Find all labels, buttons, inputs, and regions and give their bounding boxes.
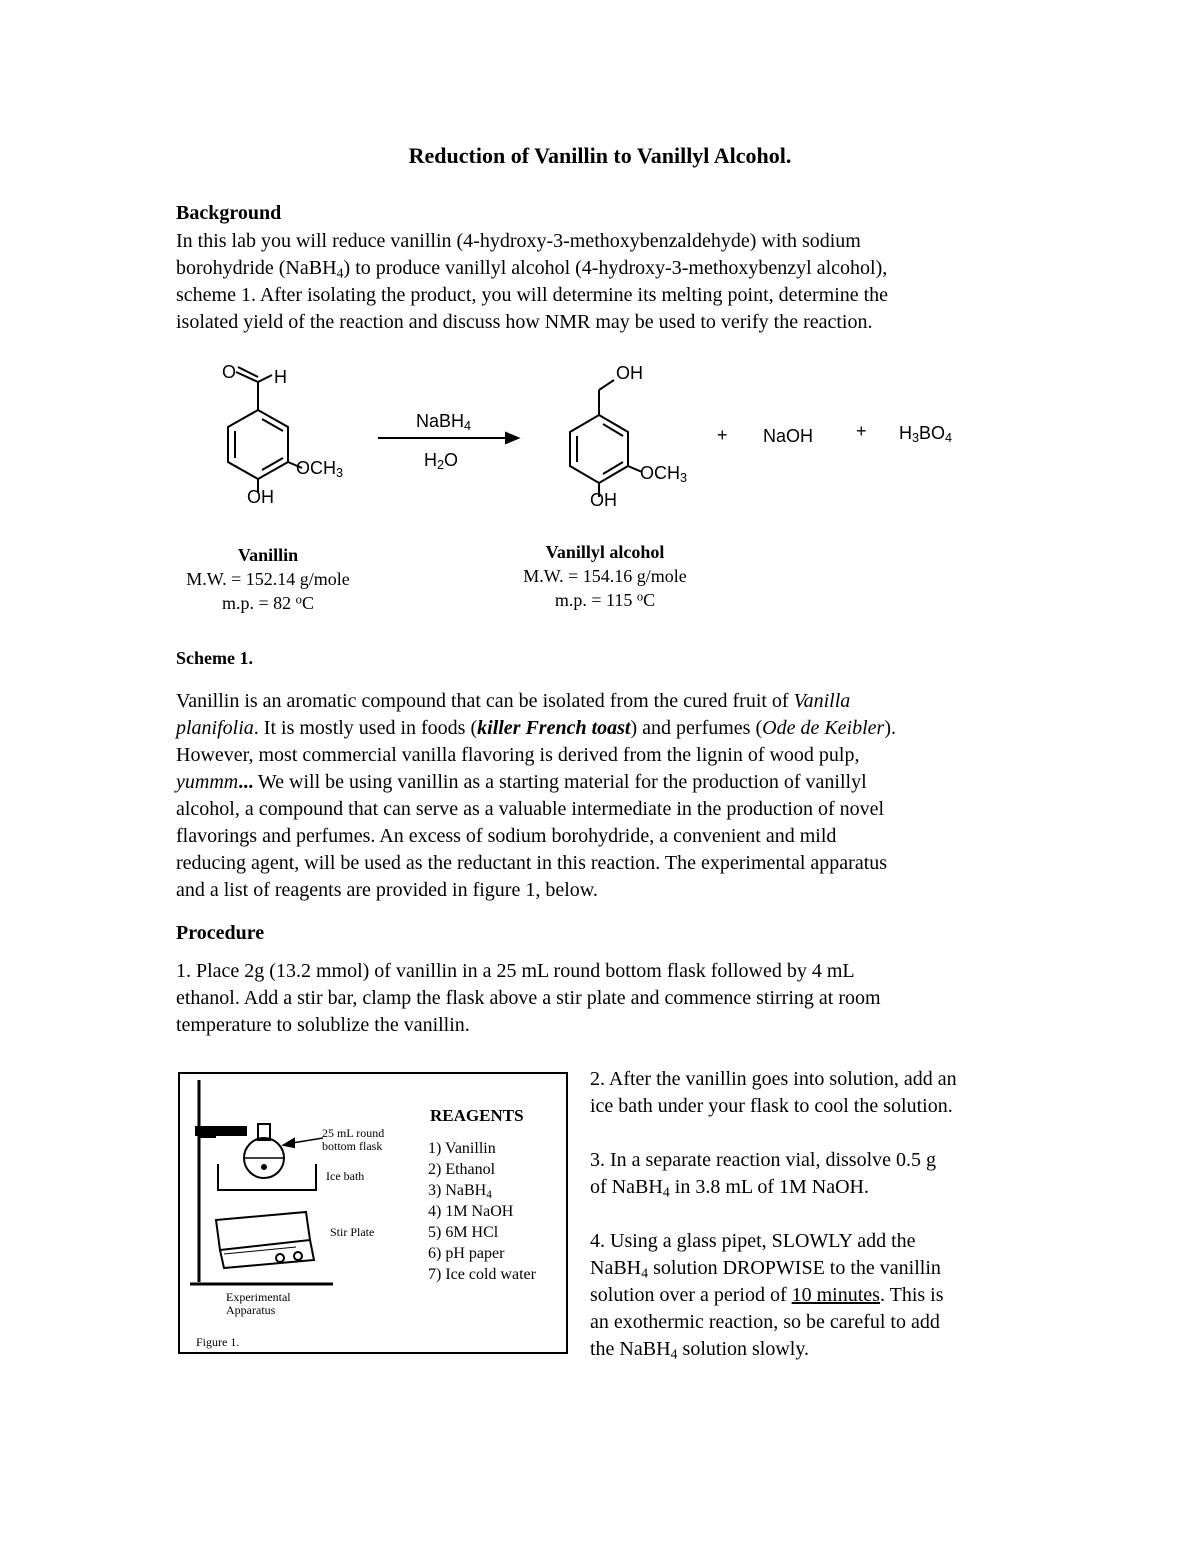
vanillin-OH-label: OH bbox=[247, 487, 274, 507]
figure-caption: Figure 1. bbox=[196, 1335, 240, 1349]
page-title: Reduction of Vanillin to Vanillyl Alcohol. bbox=[408, 143, 792, 168]
step-line: 3. In a separate reaction vial, dissolve 0.5 g bbox=[590, 1149, 936, 1171]
vanillin-structure bbox=[228, 367, 302, 493]
flask-label-line: bottom flask bbox=[322, 1139, 383, 1153]
intro-line: alcohol, a compound that can serve as a valuable intermediate in the production of novel bbox=[176, 798, 885, 820]
alcohol-mw: M.W. = 154.16 g/mole bbox=[523, 566, 687, 586]
reagent-item: 2) Ethanol bbox=[428, 1161, 496, 1178]
reagents-heading: REAGENTS bbox=[430, 1106, 524, 1125]
step-line: of NaBH$_4$ in 3.8 mL of 1M NaOH. bbox=[590, 1176, 870, 1201]
byproduct-H3BO3: $H_3BO_4$ bbox=[899, 423, 953, 446]
vanillin-OCH3-label: $OCH_3$ bbox=[296, 458, 344, 481]
reagent-item: 4) 1M NaOH bbox=[428, 1203, 514, 1220]
vanillin-name: Vanillin bbox=[237, 545, 299, 565]
plus-sign: + bbox=[856, 421, 867, 441]
intro-line: reducing agent, will be used as the reductant in this reaction. The experimental apparatus bbox=[176, 852, 888, 874]
vanillin-mw: M.W. = 152.14 g/mole bbox=[186, 569, 350, 589]
step-line: 1. Place 2g (13.2 mmol) of vanillin in a 25 mL round bottom flask followed by 4 mL bbox=[176, 960, 855, 982]
alcohol-info bbox=[500, 540, 710, 612]
intro-paragraph bbox=[176, 688, 1076, 904]
step-line: temperature to solublize the vanillin. bbox=[176, 1014, 470, 1036]
step-line: the NaBH$_4$ solution slowly. bbox=[590, 1338, 810, 1363]
alcohol-name: Vanillyl alcohol bbox=[545, 542, 665, 562]
apparatus-label bbox=[226, 1291, 291, 1317]
intro-line: However, most commercial vanilla flavoring is derived from the lignin of wood pulp, bbox=[176, 744, 860, 766]
background-line: borohydride (NaBH$_4$) to produce vanillyl alcohol (4-hydroxy-3-methoxybenzyl alcohol), bbox=[176, 257, 888, 282]
flask-label-line: 25 mL round bbox=[322, 1126, 385, 1140]
vanillin-O-label: O bbox=[222, 362, 237, 382]
reagents-list bbox=[428, 1138, 536, 1285]
alcohol-ring bbox=[570, 415, 628, 483]
intro-line: Vanillin is an aromatic compound that can be isolated from the cured fruit of Vanilla bbox=[176, 690, 851, 712]
reagent-item: 3) NaBH$_4$ bbox=[428, 1182, 492, 1201]
procedure-step-1 bbox=[176, 958, 1076, 1039]
background-paragraph bbox=[176, 228, 1076, 336]
step-line: an exothermic reaction, so be careful to add bbox=[590, 1311, 940, 1333]
reagent-item: 5) 6M HCl bbox=[428, 1224, 499, 1241]
ice-bath-label: Ice bath bbox=[326, 1169, 365, 1183]
flask-label bbox=[322, 1127, 384, 1153]
alcohol-OCH3-label: $OCH_3$ bbox=[640, 463, 688, 486]
intro-line: planifolia. It is mostly used in foods (killer French toast) and perfumes (Ode de Keibler). bbox=[176, 717, 896, 739]
scheme-caption: Scheme 1. bbox=[176, 648, 253, 668]
vanillin-mp: m.p. = 82 $^o$C bbox=[222, 592, 314, 613]
clamp-arm bbox=[196, 1127, 246, 1135]
intro-line: flavorings and perfumes. An excess of sodium borohydride, a convenient and mild bbox=[176, 825, 837, 847]
reagent-item: 1) Vanillin bbox=[428, 1140, 496, 1157]
apparatus-label-line: Experimental bbox=[226, 1290, 291, 1304]
step-line: 4. Using a glass pipet, SLOWLY add the bbox=[590, 1230, 916, 1252]
step-line: NaBH$_4$ solution DROPWISE to the vanillin bbox=[590, 1257, 941, 1282]
stir-plate bbox=[216, 1212, 310, 1250]
procedure-steps-2-4 bbox=[590, 1066, 1050, 1363]
step-line: solution over a period of 10 minutes. This is bbox=[590, 1284, 944, 1306]
step-line: 2. After the vanillin goes into solution, add an bbox=[590, 1068, 957, 1090]
vanillyl-alcohol-structure bbox=[570, 380, 642, 497]
reaction-arrow bbox=[378, 433, 518, 443]
alcohol-CH2OH-label: OH bbox=[616, 363, 643, 383]
apparatus-label-line: Apparatus bbox=[226, 1303, 276, 1317]
reagent-item: 6) pH paper bbox=[428, 1245, 505, 1262]
alcohol-mp: m.p. = 115 $^o$C bbox=[554, 589, 656, 610]
vanillin-info bbox=[168, 543, 368, 615]
background-line: isolated yield of the reaction and discuss how NMR may be used to verify the reaction. bbox=[176, 311, 873, 333]
background-line: In this lab you will reduce vanillin (4-hydroxy-3-methoxybenzaldehyde) with sodium bbox=[176, 230, 861, 252]
reagent-H2O: $H_2O$ bbox=[424, 450, 459, 473]
stir-plate-label: Stir Plate bbox=[330, 1225, 375, 1239]
byproduct-NaOH: NaOH bbox=[763, 426, 814, 446]
step-line: ethanol. Add a stir bar, clamp the flask above a stir plate and commence stirring at room bbox=[176, 987, 881, 1009]
intro-line: yummm... We will be using vanillin as a starting material for the production of vanillyl bbox=[176, 771, 867, 793]
procedure-heading: Procedure bbox=[176, 922, 265, 944]
background-heading: Background bbox=[176, 202, 282, 224]
vanillin-H-label: H bbox=[274, 367, 287, 387]
reagent-NaBH4: NaBH$_4$ bbox=[416, 411, 472, 434]
step-line: ice bath under your flask to cool the solution. bbox=[590, 1095, 953, 1117]
alcohol-OH-label: OH bbox=[590, 490, 617, 510]
background-line: scheme 1. After isolating the product, you will determine its melting point, determine the bbox=[176, 284, 889, 306]
reagent-item: 7) Ice cold water bbox=[428, 1266, 536, 1283]
vanillin-ring bbox=[228, 410, 288, 479]
intro-line: and a list of reagents are provided in figure 1, below. bbox=[176, 879, 598, 901]
plus-sign: + bbox=[717, 425, 728, 445]
